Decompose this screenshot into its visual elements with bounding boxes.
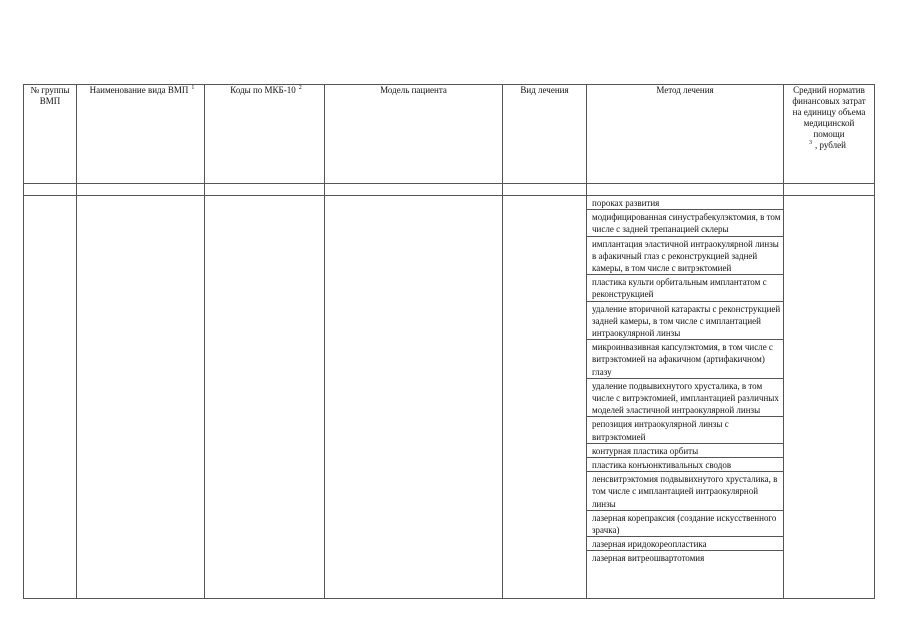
body-row xyxy=(24,196,875,599)
method-item: лазерная витреошвартотомия xyxy=(592,553,705,564)
cell-treatment-methods xyxy=(587,196,784,599)
method-item: удаление вторичной катаракты с реконструкцией задней камеры, в том числе с имплантацией интраокулярной линзы xyxy=(587,302,783,341)
methods-list xyxy=(587,196,783,565)
cell-patient-model xyxy=(325,196,503,599)
method-item: пластика культи орбитальным имплантатом с реконструкцией xyxy=(587,275,783,301)
header-group-number: № группы ВМП xyxy=(24,85,77,184)
method-item: репозиция интраокулярной линзы с витрэктомией xyxy=(587,417,783,443)
header-patient-model: Модель пациента xyxy=(325,85,503,184)
method-item: модифицированная синустрабекулэктомия, в том числе с задней трепанацией склеры xyxy=(587,210,783,236)
method-item: контурная пластика орбиты xyxy=(587,444,783,458)
cell-treatment-type xyxy=(503,196,587,599)
cell-vmp-name xyxy=(77,196,205,599)
header-treatment-type: Вид лечения xyxy=(503,85,587,184)
method-item: ленсвитрэктомия подвывихнутого хрусталика, в том числе с имплантацией интраокулярной линзы xyxy=(587,472,783,511)
header-mkb-codes: Коды по МКБ-10 $^2$ xyxy=(205,85,325,184)
method-item: лазерная иридокореопластика xyxy=(587,537,783,551)
cell-group-number xyxy=(24,196,77,599)
method-item: пластика конъюнктивальных сводов xyxy=(587,458,783,472)
cell-mkb-codes xyxy=(205,196,325,599)
spacer-row xyxy=(24,184,875,196)
vmp-table xyxy=(23,84,875,599)
header-vmp-name: Наименование вида ВМП $^1$ xyxy=(77,85,205,184)
method-item: лазерная корепраксия (создание искусственного зрачка) xyxy=(587,511,783,537)
header-row xyxy=(24,85,875,184)
method-item: пороках развития xyxy=(587,196,783,210)
header-cost-norm: Средний норматив финансовых затрат на единицу объема медицинской помощи$^3$ , рублей xyxy=(784,85,875,184)
method-item: микроинвазивная капсулэктомия, в том числе с витрэктомией на афакичном (артифакичном) глазу xyxy=(587,340,783,379)
method-item: удаление подвывихнутого хрусталика, в том числе с витрэктомией, имплантацией различных моделей эластичной интраокулярной линзы xyxy=(587,379,783,418)
method-item: имплантация эластичной интраокулярной линзы в афакичный глаз с реконструкцией задней камеры, в том числе с витрэктомией xyxy=(587,237,783,276)
header-treatment-method: Метод лечения xyxy=(587,85,784,184)
cell-cost-norm xyxy=(784,196,875,599)
